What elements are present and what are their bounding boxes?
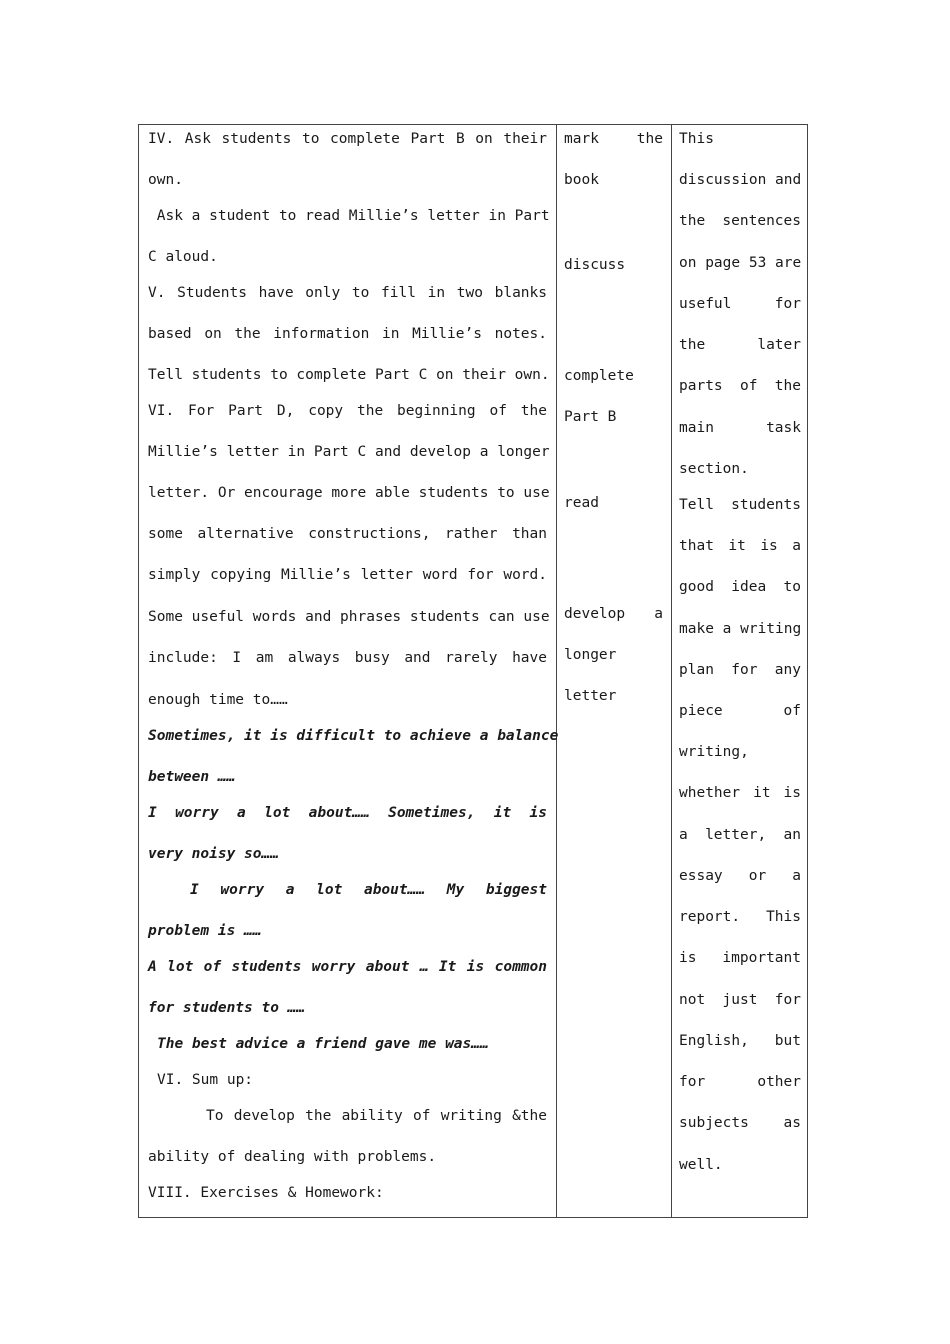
phrase-line: The best advice a friend gave me was…… — [157, 1036, 489, 1052]
phrase-line: between …… — [148, 769, 236, 785]
procedure-line: own. — [148, 172, 183, 188]
note-line: for other — [679, 1074, 801, 1090]
procedure-line: Some useful words and phrases students can use — [148, 609, 550, 625]
notes-column — [671, 125, 808, 1217]
note-line: main task — [679, 420, 801, 436]
note-line: section. — [679, 461, 749, 477]
procedure-line: IV. Ask students to complete Part B on their — [148, 131, 547, 147]
activity-line: develop a — [564, 606, 663, 622]
note-line: discussion and — [679, 172, 802, 188]
procedure-line: some alternative constructions, rather than — [148, 526, 547, 542]
note-line: that it is a — [679, 538, 801, 554]
note-line: is important — [679, 950, 801, 966]
activity-line: longer — [564, 647, 617, 663]
note-line: Tell students — [679, 497, 801, 513]
procedure-line: V. Students have only to fill in two blanks — [148, 285, 547, 301]
procedure-line: VIII. Exercises & Homework: — [148, 1185, 384, 1201]
note-line: useful for — [679, 296, 801, 312]
procedure-line: ability of dealing with problems. — [148, 1149, 437, 1165]
note-line: make a writing — [679, 621, 802, 637]
note-line: English, but — [679, 1033, 801, 1049]
phrase-line: for students to …… — [148, 1000, 306, 1016]
procedure-line: C aloud. — [148, 249, 218, 265]
activity-line: book — [564, 172, 599, 188]
note-line: good idea to — [679, 579, 801, 595]
procedure-line: Tell students to complete Part C on their own. — [148, 367, 550, 383]
procedure-line: To develop the ability of writing &the — [206, 1108, 547, 1124]
procedure-line: based on the information in Millie’s notes. — [148, 326, 547, 342]
note-line: parts of the — [679, 378, 801, 394]
note-line: a letter, an — [679, 827, 801, 843]
note-line: on page 53 are — [679, 255, 802, 271]
note-line: not just for — [679, 992, 801, 1008]
phrase-line: I worry a lot about…… Sometimes, it is — [148, 805, 547, 821]
note-line: the later — [679, 337, 801, 353]
procedure-line: VI. Sum up: — [157, 1072, 254, 1088]
activity-line: mark the — [564, 131, 663, 147]
activity-line: Part B — [564, 409, 617, 425]
procedure-line: Millie’s letter in Part C and develop a longer — [148, 444, 550, 460]
lesson-plan-table — [138, 124, 808, 1218]
note-line: the sentences — [679, 213, 801, 229]
phrase-line: A lot of students worry about … It is common — [148, 959, 547, 975]
phrase-line: Sometimes, it is difficult to achieve a balance — [148, 728, 559, 744]
note-line: writing, — [679, 744, 749, 760]
procedure-line: letter. Or encourage more able students to use — [148, 485, 550, 501]
note-line: subjects as — [679, 1115, 801, 1131]
procedure-line: VI. For Part D, copy the beginning of the — [148, 403, 547, 419]
activity-line: complete — [564, 368, 634, 384]
phrase-line: I worry a lot about…… My biggest — [190, 882, 547, 898]
procedure-line: enough time to…… — [148, 692, 288, 708]
activity-line: read — [564, 495, 599, 511]
note-line: report. This — [679, 909, 801, 925]
note-line: piece of — [679, 703, 801, 719]
procedure-line: simply copying Millie’s letter word for word. — [148, 567, 547, 583]
procedure-line: include: I am always busy and rarely have — [148, 650, 547, 666]
procedures-column — [139, 125, 557, 1217]
note-line: plan for any — [679, 662, 801, 678]
procedure-line: Ask a student to read Millie’s letter in Part — [148, 208, 550, 224]
activity-line: letter — [564, 688, 617, 704]
phrase-line: very noisy so…… — [148, 846, 279, 862]
note-line: This — [679, 131, 714, 147]
activity-line: discuss — [564, 257, 626, 273]
phrase-line: problem is …… — [148, 923, 262, 939]
note-line: essay or a — [679, 868, 801, 884]
activities-column — [556, 125, 672, 1217]
note-line: well. — [679, 1157, 723, 1173]
note-line: whether it is — [679, 785, 801, 801]
